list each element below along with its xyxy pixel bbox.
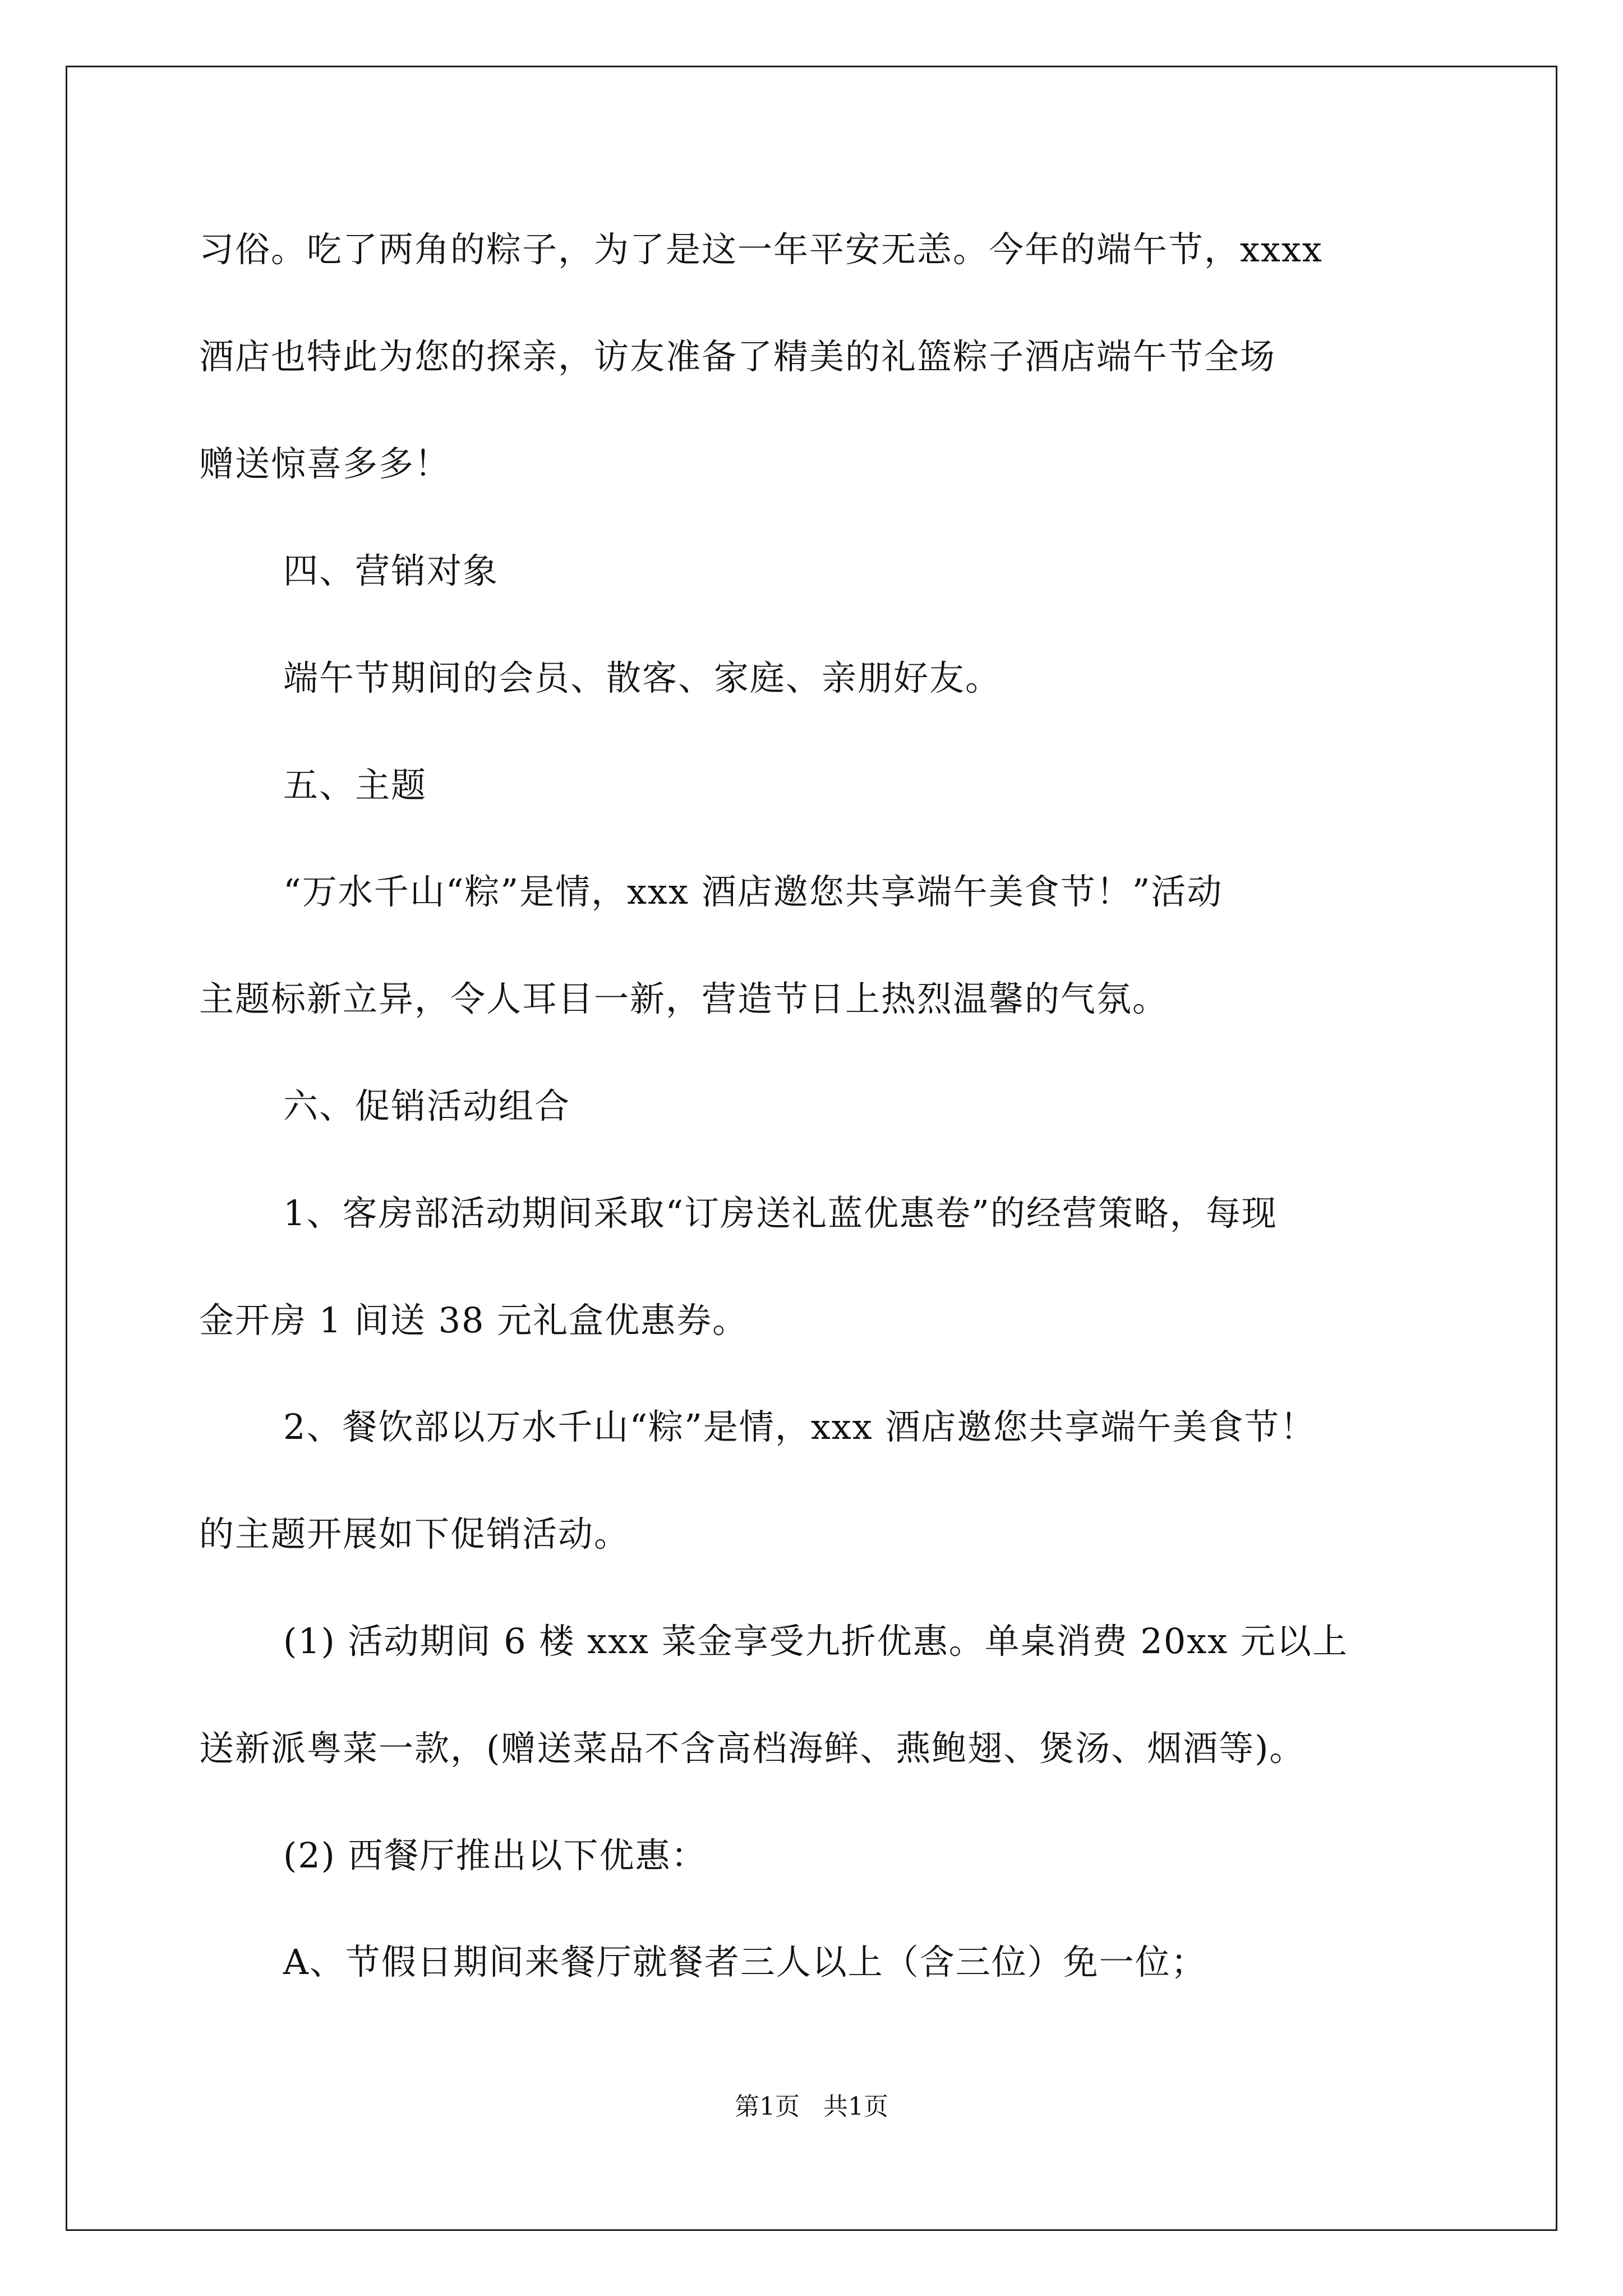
text-line: (1) 活动期间 6 楼 xxx 菜金享受九折优惠。单桌消费 20xx 元以上 xyxy=(283,1621,1348,1662)
text-line: 酒店也特此为您的探亲，访友准备了精美的礼篮粽子酒店端午节全场 xyxy=(199,336,1276,377)
text-line: 赠送惊喜多多！ xyxy=(199,443,451,484)
section-heading: 四、营销对象 xyxy=(283,550,499,591)
text-line: 端午节期间的会员、散客、家庭、亲朋好友。 xyxy=(283,657,1002,698)
text-line: (2) 西餐厅推出以下优惠： xyxy=(283,1835,707,1876)
section-heading: 六、促销活动组合 xyxy=(283,1085,571,1126)
text-line: A、节假日期间来餐厅就餐者三人以上（含三位）免一位； xyxy=(283,1941,1207,1982)
text-line: 金开房 1 间送 38 元礼盒优惠券。 xyxy=(199,1300,749,1341)
text-line: 2、餐饮部以万水千山“粽”是情，xxx 酒店邀您共享端午美食节！ xyxy=(283,1406,1316,1447)
text-line: 主题标新立异，令人耳目一新，营造节日上热烈温馨的气氛。 xyxy=(199,978,1169,1019)
section-heading: 五、主题 xyxy=(283,765,427,806)
page-border xyxy=(66,66,1557,2231)
text-line: “万水千山“粽”是情，xxx 酒店邀您共享端午美食节！”活动 xyxy=(283,871,1223,912)
text-line: 的主题开展如下促销活动。 xyxy=(199,1513,630,1554)
text-line: 习俗。吃了两角的粽子，为了是这一年平安无恙。今年的端午节，xxxx xyxy=(199,229,1323,270)
page-footer: 第1页 共1页 xyxy=(735,2092,888,2121)
text-line: 1、客房部活动期间采取“订房送礼蓝优惠卷”的经营策略，每现 xyxy=(283,1193,1278,1234)
text-line: 送新派粤菜一款，(赠送菜品不含高档海鲜、燕鲍翅、煲汤、烟酒等)。 xyxy=(199,1728,1306,1769)
